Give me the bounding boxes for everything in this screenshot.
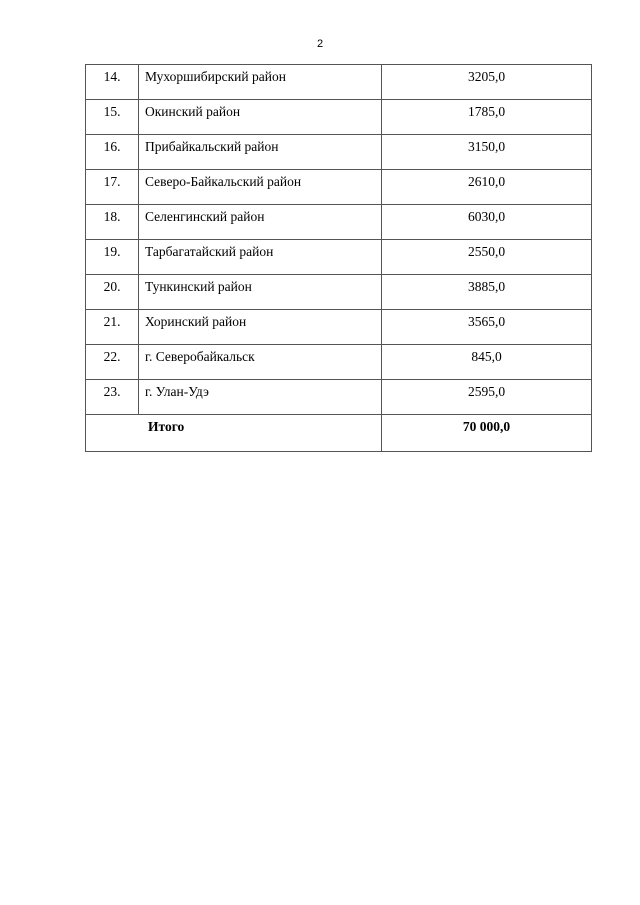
page-number: 2 [316, 38, 324, 50]
district-name: Северо-Байкальский район [139, 170, 382, 205]
row-number: 23. [86, 380, 139, 415]
row-number: 19. [86, 240, 139, 275]
table-row [86, 205, 592, 240]
amount-value: 845,0 [382, 345, 592, 380]
district-name: Хоринский район [139, 310, 382, 345]
row-number: 17. [86, 170, 139, 205]
amount-value: 3885,0 [382, 275, 592, 310]
row-number: 20. [86, 275, 139, 310]
row-number: 21. [86, 310, 139, 345]
district-name: Тункинский район [139, 275, 382, 310]
amount-value: 2550,0 [382, 240, 592, 275]
row-number: 15. [86, 100, 139, 135]
table-row [86, 170, 592, 205]
table-row [86, 275, 592, 310]
amount-value: 6030,0 [382, 205, 592, 240]
table-row [86, 240, 592, 275]
table-row [86, 380, 592, 415]
amount-value: 2595,0 [382, 380, 592, 415]
amount-value: 3565,0 [382, 310, 592, 345]
district-name: Мухоршибирский район [139, 65, 382, 100]
amount-value: 3205,0 [382, 65, 592, 100]
total-row [86, 415, 592, 452]
table-row [86, 100, 592, 135]
allocation-table [85, 64, 592, 452]
table-row [86, 310, 592, 345]
row-number: 16. [86, 135, 139, 170]
table-row [86, 345, 592, 380]
total-value: 70 000,0 [382, 415, 592, 452]
total-label: Итого [86, 415, 382, 452]
amount-value: 1785,0 [382, 100, 592, 135]
district-name: Селенгинский район [139, 205, 382, 240]
amount-value: 3150,0 [382, 135, 592, 170]
row-number: 22. [86, 345, 139, 380]
district-name: Окинский район [139, 100, 382, 135]
amount-value: 2610,0 [382, 170, 592, 205]
district-name: г. Улан-Удэ [139, 380, 382, 415]
district-name: Прибайкальский район [139, 135, 382, 170]
district-name: г. Северобайкальск [139, 345, 382, 380]
district-name: Тарбагатайский район [139, 240, 382, 275]
row-number: 18. [86, 205, 139, 240]
table-row [86, 135, 592, 170]
table-row [86, 65, 592, 100]
row-number: 14. [86, 65, 139, 100]
